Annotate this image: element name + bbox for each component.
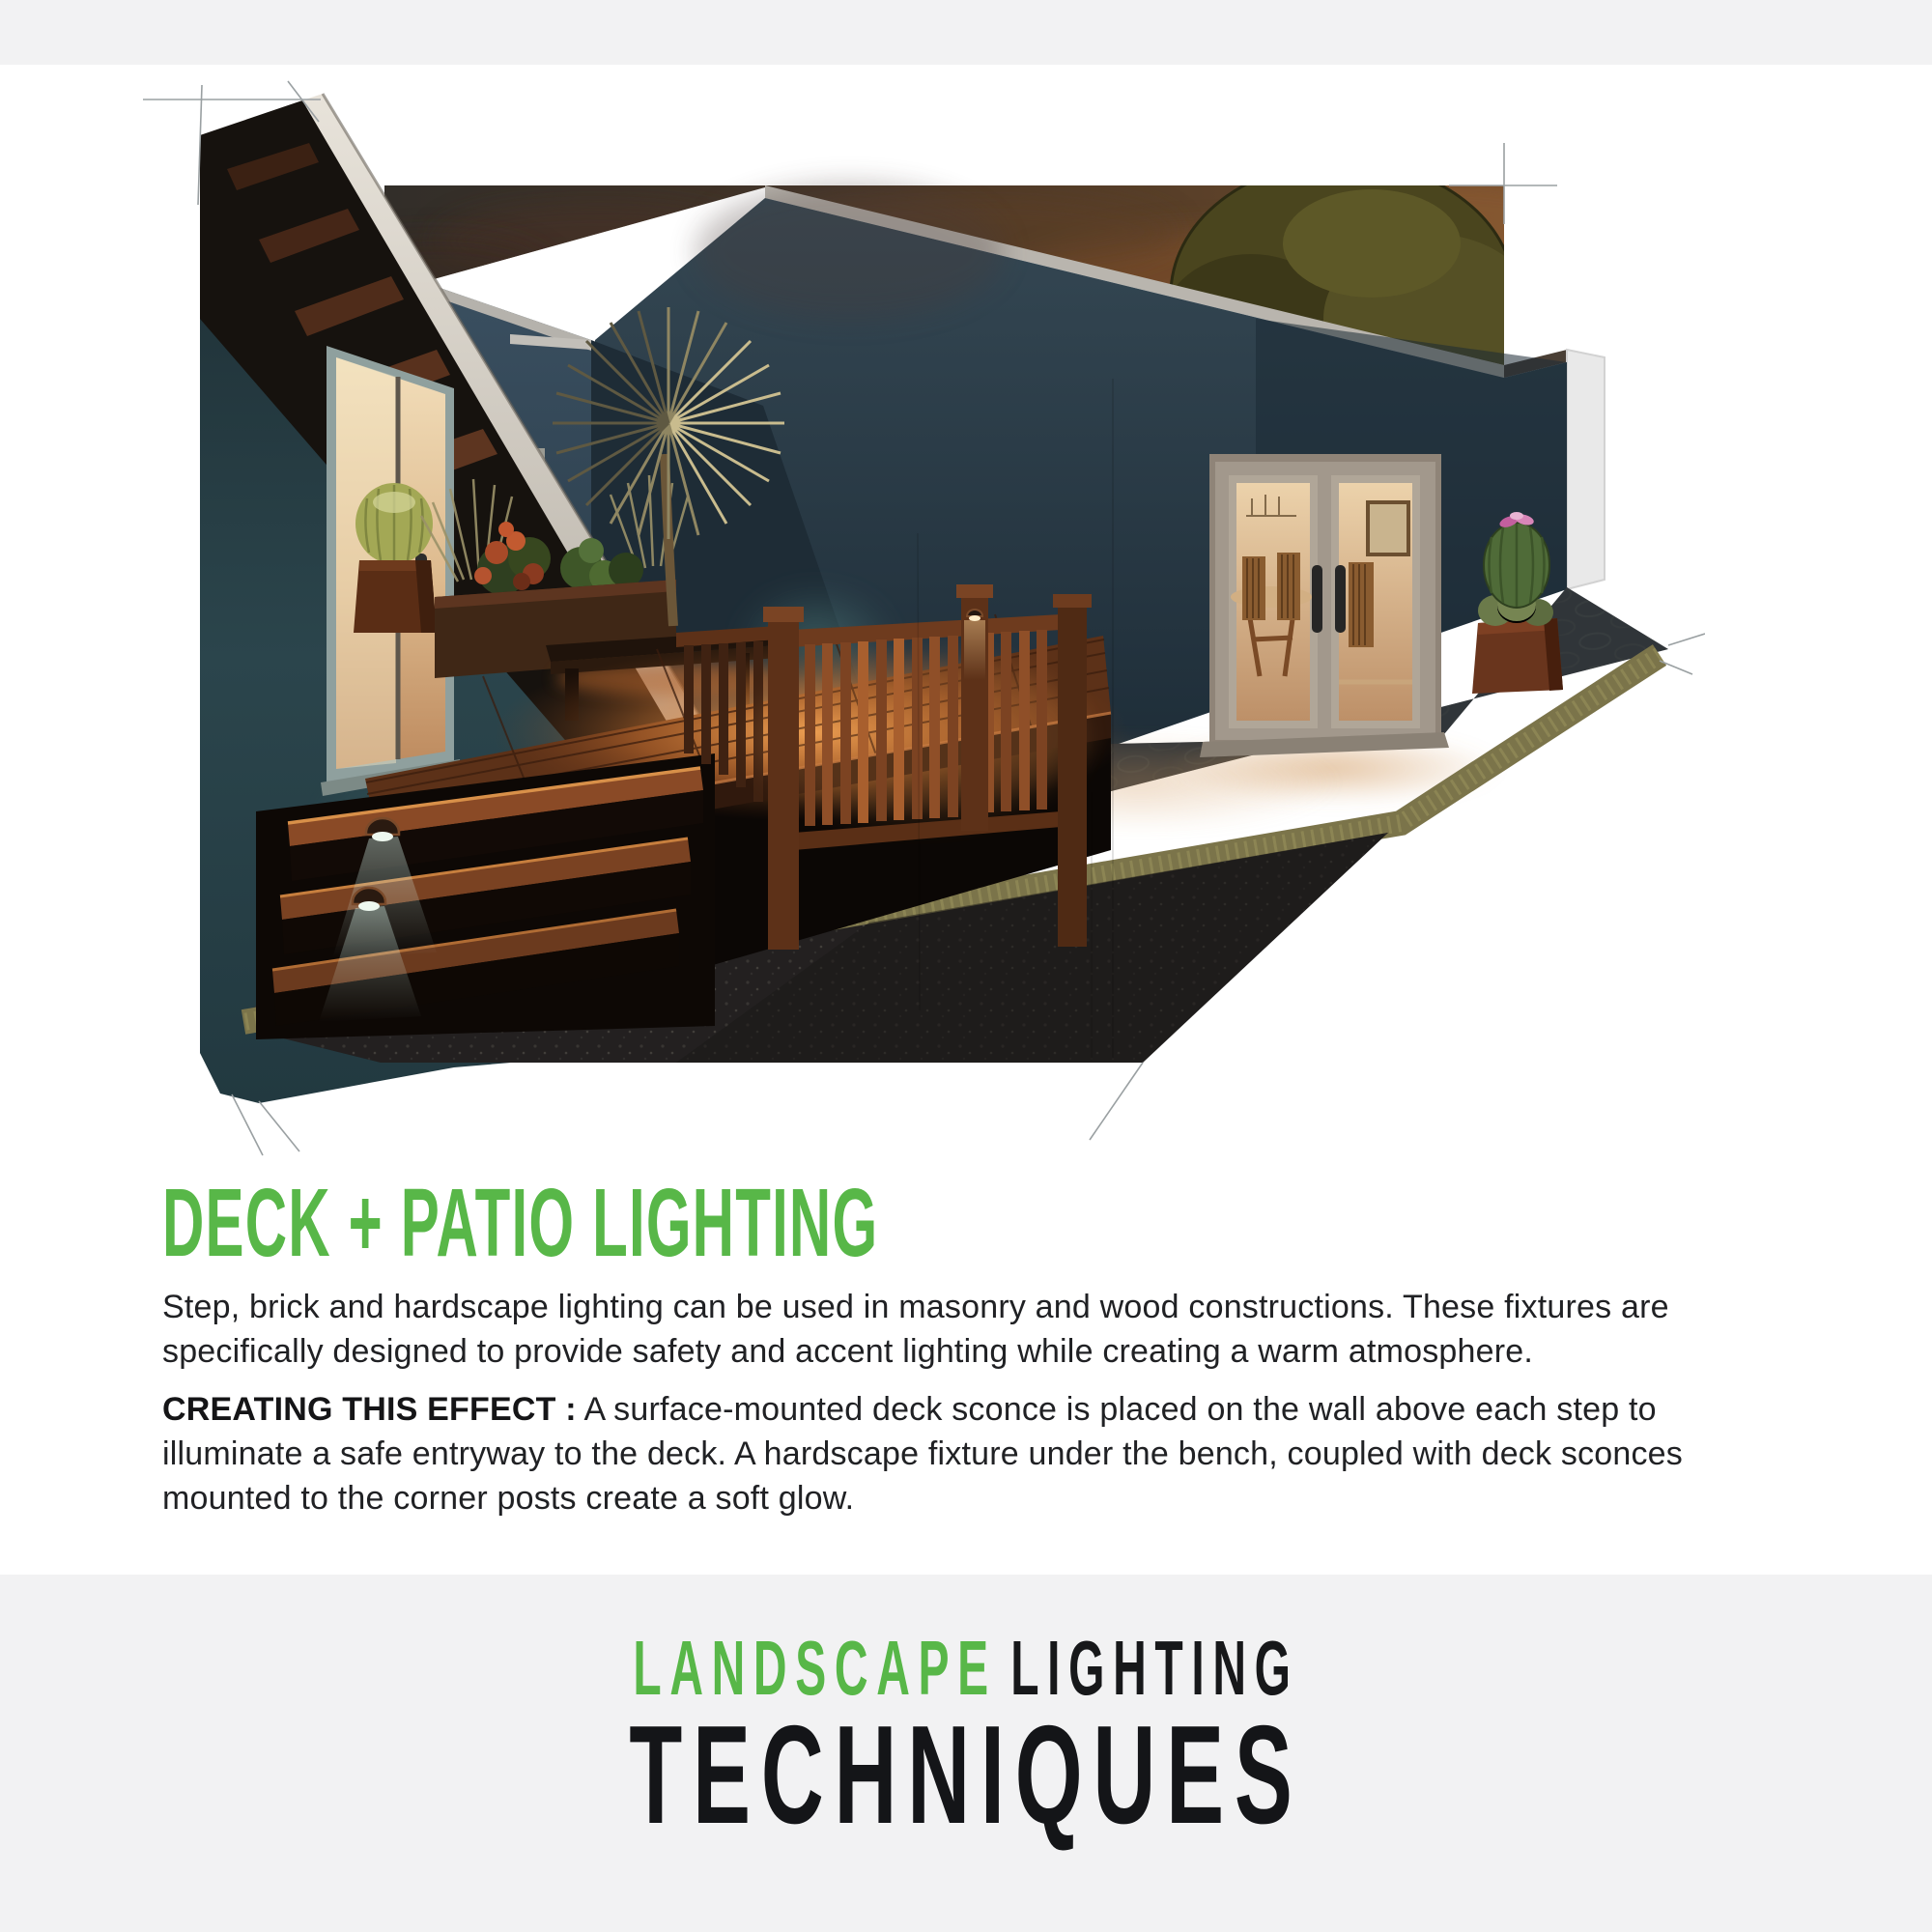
rendering-illustration xyxy=(140,77,1705,1159)
door-left-leaf xyxy=(1229,475,1318,728)
effect-paragraph xyxy=(162,1387,1785,1521)
effect-paragraph-body: A surface-mounted deck sconce is placed on the wall above each step to illuminate a safe entryway to the deck. A hardscape fixture under the bench, coupled with deck sconces mounted to the corner posts create a soft glow. xyxy=(162,1391,1683,1518)
intro-paragraph: Step, brick and hardscape lighting can be used in masonry and wood constructions. These fixtures are specifically designed to provide safety and accent lighting while creating a warm atmosphere. xyxy=(162,1289,1669,1371)
door-handle-left xyxy=(1312,565,1322,633)
effect-paragraph-lead: CREATING THIS EFFECT : xyxy=(162,1391,577,1428)
building-cut-face xyxy=(1567,350,1605,589)
page-title: DECK + PATIO LIGHTING xyxy=(162,1169,879,1277)
deck-patio-night-rendering xyxy=(140,77,1705,1159)
door-handle-right xyxy=(1335,565,1346,633)
french-doors xyxy=(1200,454,1449,757)
picture-frame xyxy=(1368,502,1408,554)
series-name-line xyxy=(386,1625,1546,1711)
series-title: TECHNIQUES xyxy=(629,1696,1303,1853)
series-word-landscape: LANDSCAPE xyxy=(633,1625,997,1711)
top-margin-band xyxy=(0,0,1932,65)
series-word-lighting: LIGHTING xyxy=(1010,1625,1299,1711)
